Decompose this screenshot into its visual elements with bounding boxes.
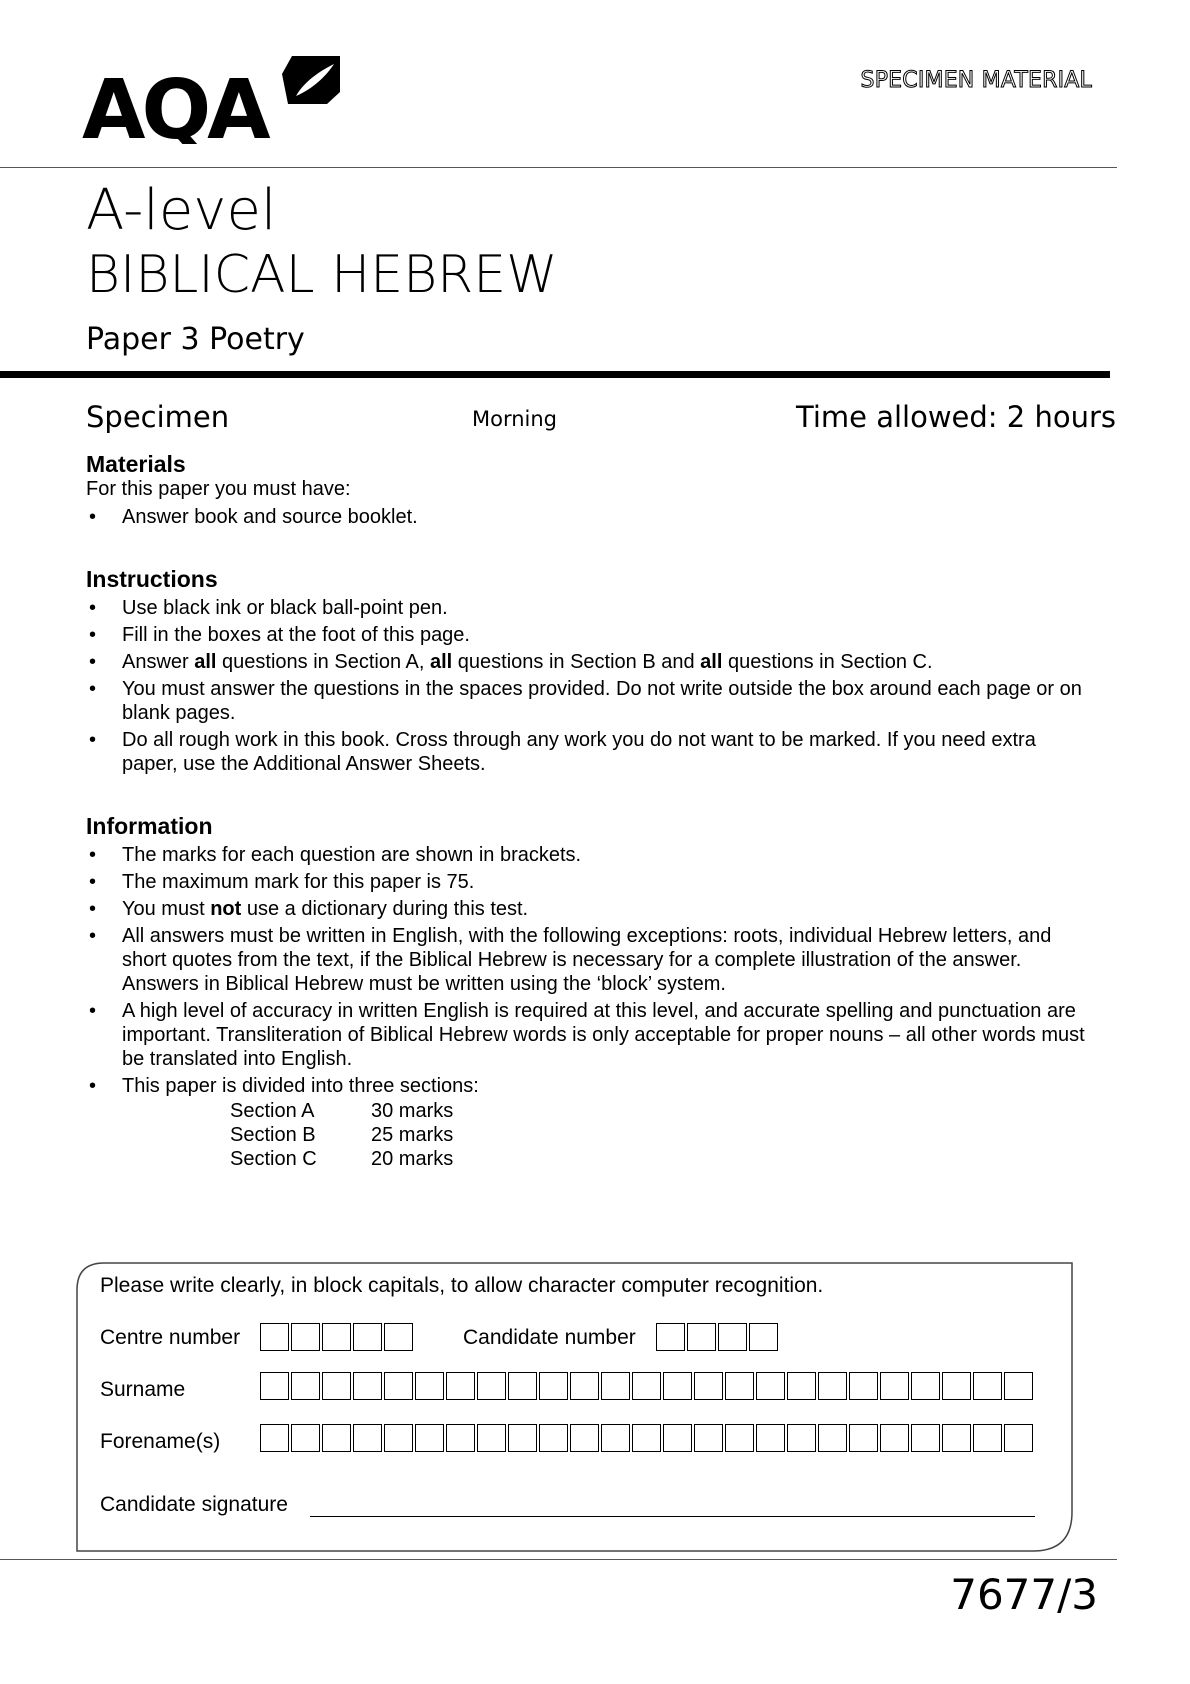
materials-heading: Materials (86, 451, 186, 477)
list-item: • Answer book and source booklet. (86, 505, 1086, 529)
header-divider (0, 167, 1117, 168)
centre-number-label: Centre number (100, 1326, 241, 1349)
candidate-number-label: Candidate number (463, 1326, 636, 1349)
footer-divider (0, 1559, 1117, 1560)
list-item: • You must answer the questions in the spaces provided. Do not write outside the box around each page or on blank pages. (86, 677, 1086, 725)
signature-line[interactable] (310, 1516, 1035, 1517)
section-marks-table (230, 1099, 453, 1171)
signature-label: Candidate signature (100, 1493, 288, 1516)
list-item: • Answer all questions in Section A, all questions in Section B and all questions in Section C. (86, 650, 1086, 674)
instructions-list (86, 596, 1086, 779)
forenames-boxes[interactable] (260, 1424, 1035, 1452)
materials-list (86, 505, 1086, 532)
aqa-logo (82, 52, 342, 144)
section-row: Section B 25 marks (230, 1124, 454, 1146)
information-heading: Information (86, 813, 213, 839)
centre-number-boxes[interactable] (260, 1323, 415, 1351)
instructions-heading: Instructions (86, 566, 218, 592)
time-allowed: Time allowed: 2 hours (796, 400, 1116, 434)
forenames-label: Forename(s) (100, 1430, 221, 1453)
list-item: • Fill in the boxes at the foot of this page. (86, 623, 1086, 647)
list-item: • The marks for each question are shown in brackets. (86, 843, 1086, 867)
title-divider (0, 371, 1110, 378)
section-row: Section A 30 marks (230, 1100, 454, 1122)
list-item: • You must not use a dictionary during this test. (86, 897, 1086, 921)
specimen-label: Specimen (86, 400, 230, 434)
qualification-level: A-level (86, 178, 277, 243)
list-item: • This paper is divided into three sections: (86, 1074, 1086, 1098)
section-row: Section C 20 marks (230, 1148, 454, 1170)
candidate-number-boxes[interactable] (656, 1323, 780, 1351)
list-item: • A high level of accuracy in written English is required at this level, and accurate spelling and punctuation are important. Transliteration of Biblical Hebrew words is only acceptable for proper nouns – all other words must be translated into English. (86, 999, 1086, 1071)
aqa-logo-graphic (82, 52, 342, 144)
subject-title: BIBLICAL HEBREW (86, 245, 558, 305)
candidate-form-instruction: Please write clearly, in block capitals, to allow character computer recognition. (100, 1274, 824, 1297)
paper-code: 7677/3 (950, 1570, 1098, 1619)
surname-boxes[interactable] (260, 1372, 1035, 1400)
surname-label: Surname (100, 1378, 186, 1401)
specimen-material-label: SPECIMEN MATERIAL (860, 68, 1092, 93)
list-item: • Do all rough work in this book. Cross through any work you do not want to be marked. If you need extra paper, use the Additional Answer Sheets. (86, 728, 1086, 776)
materials-intro: For this paper you must have: (86, 478, 351, 500)
list-item: • The maximum mark for this paper is 75. (86, 870, 1086, 894)
list-item: • Use black ink or black ball-point pen. (86, 596, 1086, 620)
candidate-details-box (76, 1262, 1074, 1552)
list-item: • All answers must be written in English, with the following exceptions: roots, individual Hebrew letters, and short quotes from the text, if the Biblical Hebrew is necessary for a complete illustration of the answer. Answers in Biblical Hebrew must be written using the ‘block’ system. (86, 924, 1086, 996)
session-label: Morning (472, 407, 558, 431)
information-list (86, 843, 1086, 1101)
paper-title: Paper 3 Poetry (86, 322, 305, 357)
logo-text: AQA (82, 63, 267, 144)
